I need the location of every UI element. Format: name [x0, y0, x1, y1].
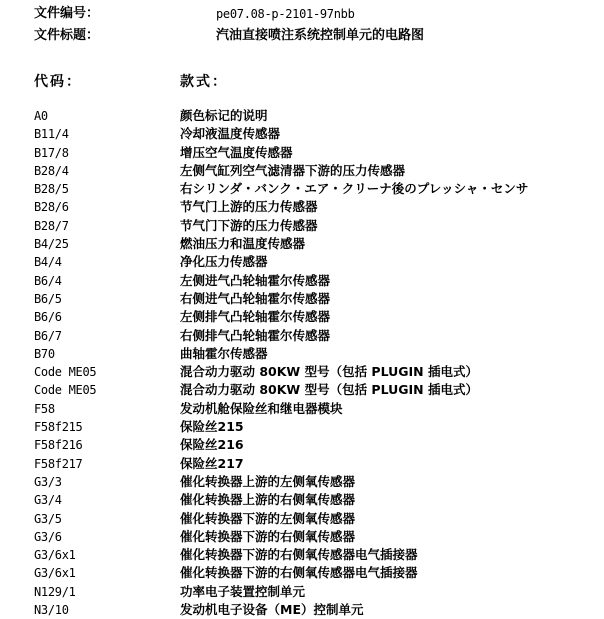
- file-number-label: 文件编号：: [34, 6, 100, 21]
- list-item: [34, 510, 604, 528]
- component-code: B6/6: [34, 310, 62, 325]
- component-code: B11/4: [34, 127, 69, 142]
- component-code: B4/25: [34, 237, 69, 252]
- list-item: [34, 272, 604, 290]
- list-item: [34, 583, 604, 601]
- component-description: 保险丝217: [180, 455, 244, 471]
- component-description: 节气门下游的压力传感器: [180, 217, 318, 233]
- component-code: B70: [34, 346, 55, 361]
- component-description: 保险丝215: [180, 419, 244, 435]
- list-item: [34, 363, 604, 381]
- component-description: 混合动力驱动 80KW 型号（包括 PLUGIN 插电式）: [180, 364, 478, 380]
- component-code: Code ME05: [34, 383, 97, 398]
- component-code: B17/8: [34, 145, 69, 160]
- file-title-label: 文件标题：: [34, 28, 100, 43]
- component-description: 催化转换器下游的右侧氧传感器电气插接器: [180, 547, 418, 563]
- list-item: [34, 125, 604, 143]
- code-column-header: 代码：: [34, 74, 82, 90]
- component-code: Code ME05: [34, 365, 97, 380]
- component-description: 左侧排气凸轮轴霍尔传感器: [180, 309, 331, 325]
- component-code: B6/4: [34, 273, 62, 288]
- list-item: [34, 601, 604, 619]
- component-code: B28/7: [34, 218, 69, 233]
- list-item: [34, 235, 604, 253]
- component-code: G3/5: [34, 511, 62, 526]
- component-code: B28/5: [34, 182, 69, 197]
- component-code: F58f217: [34, 456, 83, 471]
- component-code: G3/4: [34, 493, 62, 508]
- component-description: 右シリンダ・バンク・エア・クリーナ後のプレッシャ・センサ: [180, 181, 529, 197]
- list-item: [34, 564, 604, 582]
- component-description: 保险丝216: [180, 437, 244, 453]
- file-number-row: [34, 4, 604, 24]
- list-item: [34, 345, 604, 363]
- file-title-value: 汽油直接喷注系统控制单元的电路图: [216, 28, 425, 43]
- component-description: 增压空气温度传感器: [180, 144, 293, 160]
- component-description: 左侧进气凸轮轴霍尔传感器: [180, 272, 331, 288]
- component-description: 催化转换器上游的左侧氧传感器: [180, 473, 356, 489]
- component-description: 发动机电子设备（ME）控制单元: [180, 602, 364, 618]
- list-item: [34, 162, 604, 180]
- component-description: 右侧进气凸轮轴霍尔传感器: [180, 290, 331, 306]
- component-code: N129/1: [34, 584, 76, 599]
- list-item: [34, 546, 604, 564]
- component-list: [34, 107, 604, 619]
- list-item: [34, 198, 604, 216]
- list-item: [34, 308, 604, 326]
- list-item: [34, 253, 604, 271]
- list-item: [34, 290, 604, 308]
- file-title-row: [34, 26, 604, 46]
- list-item: [34, 217, 604, 235]
- component-code: G3/6x1: [34, 548, 76, 563]
- list-item: [34, 400, 604, 418]
- list-item: [34, 491, 604, 509]
- list-item: [34, 418, 604, 436]
- component-code: F58f216: [34, 438, 83, 453]
- component-description: 催化转换器下游的右侧氧传感器电气插接器: [180, 565, 418, 581]
- list-item: [34, 381, 604, 399]
- list-item: [34, 107, 604, 125]
- list-item: [34, 144, 604, 162]
- list-item: [34, 180, 604, 198]
- component-description: 催化转换器上游的右侧氧传感器: [180, 492, 356, 508]
- component-description: 混合动力驱动 80KW 型号（包括 PLUGIN 插电式）: [180, 382, 478, 398]
- component-description: 曲轴霍尔传感器: [180, 345, 268, 361]
- component-description: 催化转换器下游的左侧氧传感器: [180, 510, 356, 526]
- file-number-value: pe07.08-p-2101-97nbb: [216, 7, 355, 21]
- list-item: [34, 473, 604, 491]
- component-code: G3/3: [34, 474, 62, 489]
- component-code: A0: [34, 109, 48, 123]
- component-description: 燃油压力和温度传感器: [180, 236, 306, 252]
- component-description: 净化压力传感器: [180, 254, 268, 270]
- list-item: [34, 455, 604, 473]
- component-description: 颜色标记的说明: [180, 108, 268, 123]
- component-code: B28/4: [34, 163, 69, 178]
- component-description: 冷却液温度传感器: [180, 126, 281, 142]
- component-description: 功率电子装置控制单元: [180, 583, 306, 599]
- component-description: 发动机舱保险丝和继电器模块: [180, 400, 343, 416]
- component-description: 左侧气缸列空气滤清器下游的压力传感器: [180, 162, 406, 178]
- component-code: F58: [34, 401, 55, 416]
- component-code: G3/6x1: [34, 566, 76, 581]
- component-code: B6/5: [34, 291, 62, 306]
- component-code: B4/4: [34, 255, 62, 270]
- style-column-header: 款式：: [180, 74, 228, 90]
- component-description: 催化转换器下游的右侧氧传感器: [180, 528, 356, 544]
- component-description: 节气门上游的压力传感器: [180, 199, 318, 215]
- component-code: G3/6: [34, 529, 62, 544]
- component-code: B6/7: [34, 328, 62, 343]
- list-item: [34, 436, 604, 454]
- component-code: B28/6: [34, 200, 69, 215]
- list-item: [34, 528, 604, 546]
- component-code: F58f215: [34, 420, 83, 435]
- component-description: 右侧排气凸轮轴霍尔传感器: [180, 327, 331, 343]
- component-code: N3/10: [34, 603, 69, 618]
- list-item: [34, 327, 604, 345]
